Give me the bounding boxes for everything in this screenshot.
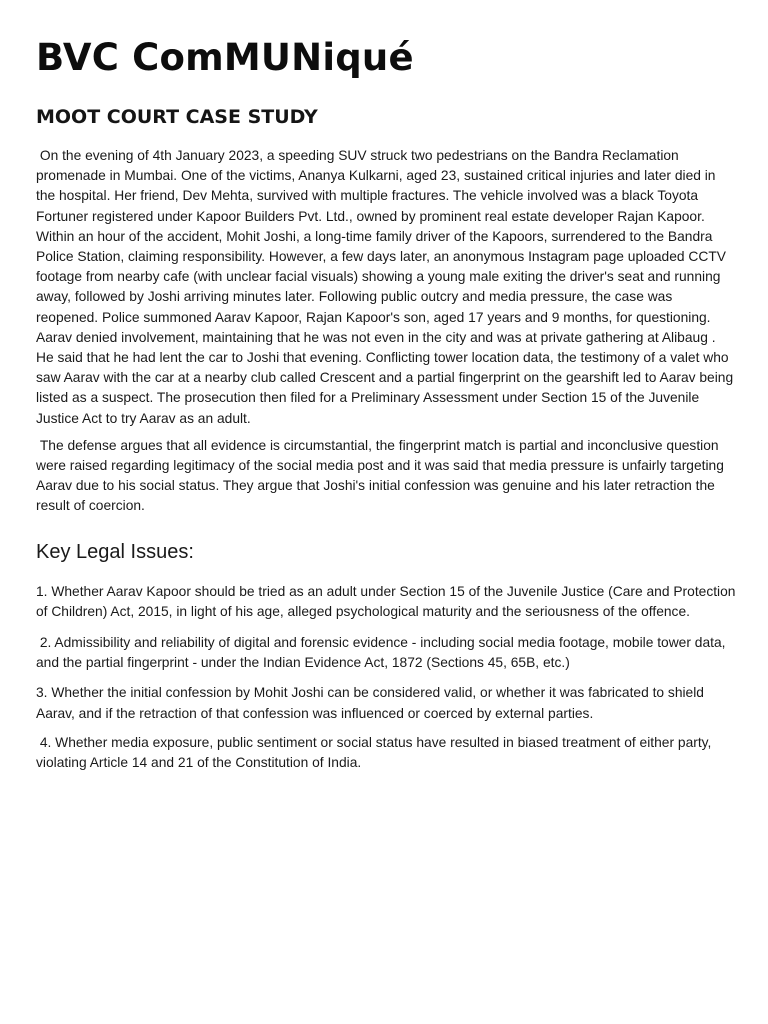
defense-paragraph: The defense argues that all evidence is circumstantial, the fingerprint match is partial and inconclusive question were raised regarding legitimacy of the social media post and it was said that media pressure is unfairly targeting Aarav due to his social status. They argue that Joshi's initial confession was genuine and his later retraction the result of coercion. [36,437,727,514]
legal-issue-item: 1. Whether Aarav Kapoor should be tried as an adult under Section 15 of the Juvenile Justice (Care and Protection of Children) Act, 2015, in light of his age, alleged psychological maturity and the seriousness of the offence. [36,583,740,619]
legal-issue-item: 4. Whether media exposure, public sentiment or social status have resulted in biased treatment of either party, violating Article 14 and 21 of the Constitution of India. [36,734,716,771]
page-title: BVC ComMUNiqué [36,36,414,79]
legal-issue-item: 3. Whether the initial confession by Mohit Joshi can be considered valid, or whether it was fabricated to shield Aarav, and if the retraction of that confession was influenced or coerced by external parties. [36,685,708,721]
legal-issue-item: 2. Admissibility and reliability of digital and forensic evidence - including social media footage, mobile tower data, and the partial fingerprint - under the Indian Evidence Act, 1872 (Sections 45, 65B, etc.) [36,635,730,671]
document-page [36,30,740,773]
case-facts-paragraph: On the evening of 4th January 2023, a speeding SUV struck two pedestrians on the Bandra Reclamation promenade in Mumbai. One of the victims, Ananya Kulkarni, aged 23, sustained critical injuries and later died in the hospital. Her friend, Dev Mehta, survived with multiple fractures. The vehicle involved was a black Toyota Fortuner registered under Kapoor Builders Pvt. Ltd., owned by prominent real estate developer Rajan Kapoor. Within an hour of the accident, Mohit Joshi, a long-time family driver of the Kapoors, surrendered to the Bandra Police Station, claiming responsibility. However, a few days later, an anonymous Instagram page uploaded CCTV footage from nearby cafe (with unclear facial visuals) showing a young male exiting the driver's seat and running away, followed by Joshi arriving minutes later. Following public outcry and media pressure, the case was reopened. Police summoned Aarav Kapoor, Rajan Kapoor's son, aged 17 years and 9 months, for questioning. Aarav denied involvement, maintaining that he was not even in the city and was at private gathering at Alibaug . He said that he had lent the car to Joshi that evening. Conflicting tower location data, the testimony of a valet who saw Aarav with the car at a nearby club called Crescent and a partial fingerprint on the gearshift led to Aarav being listed as a suspect. The prosecution then filed for a Preliminary Assessment under Section 15 of the Juvenile Justice Act to try Aarav as an adult. [36,148,737,426]
legal-issues-heading: Key Legal Issues: [36,540,194,563]
page-subtitle: MOOT COURT CASE STUDY [36,106,318,128]
